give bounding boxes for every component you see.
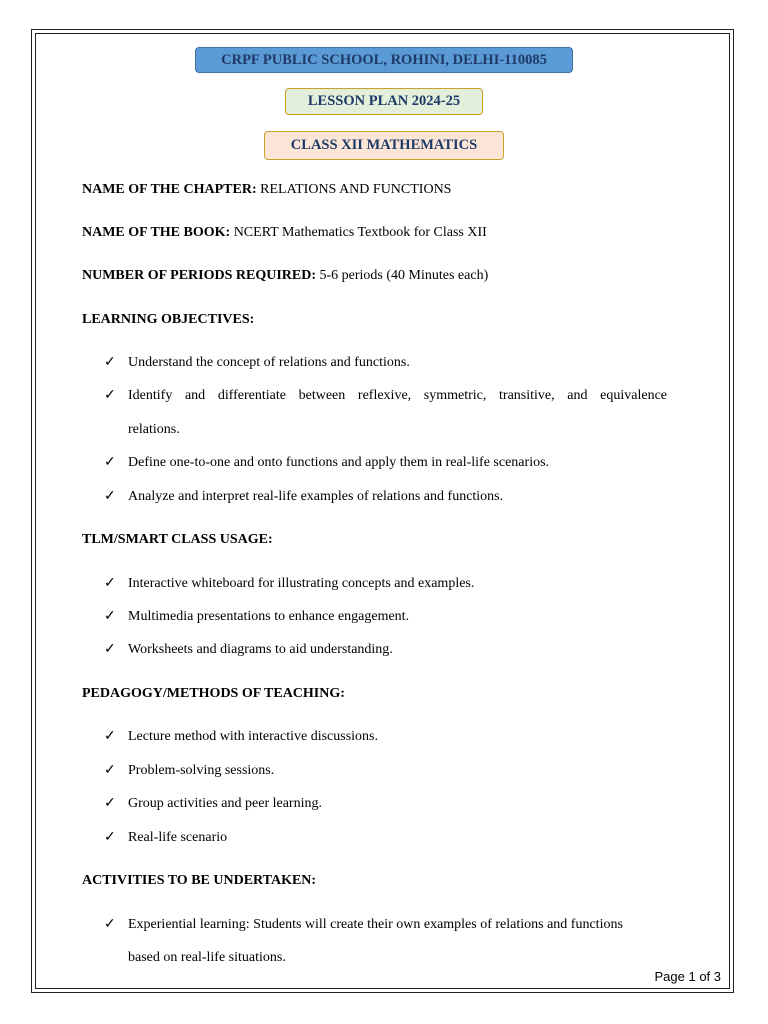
- activity-item: Experiential learning: Students will create their own examples of relations and functions: [128, 917, 623, 932]
- check-icon: ✓: [104, 388, 116, 403]
- check-icon: ✓: [104, 489, 116, 504]
- book-label: NAME OF THE BOOK:: [82, 225, 231, 240]
- chapter-line: [82, 181, 451, 199]
- objective-item: Identify and differentiate between reflexive, symmetric, transitive, and equivalence: [128, 388, 667, 403]
- check-icon: ✓: [104, 609, 116, 624]
- tlm-item: Worksheets and diagrams to aid understanding.: [128, 642, 393, 657]
- check-icon: ✓: [104, 830, 116, 845]
- page-number: Page 1 of 3: [654, 969, 721, 984]
- activities-heading: ACTIVITIES TO BE UNDERTAKEN:: [82, 873, 317, 888]
- check-icon: ✓: [104, 796, 116, 811]
- activity-item-continuation: based on real-life situations.: [128, 950, 286, 965]
- objective-item: Analyze and interpret real-life examples of relations and functions.: [128, 489, 504, 504]
- periods-label: NUMBER OF PERIODS REQUIRED:: [82, 268, 316, 283]
- lesson-plan-banner: LESSON PLAN 2024-25: [285, 88, 483, 115]
- periods-line: [82, 267, 488, 285]
- check-icon: ✓: [104, 455, 116, 470]
- check-icon: ✓: [104, 355, 116, 370]
- tlm-item: Interactive whiteboard for illustrating concepts and examples.: [128, 576, 475, 591]
- class-subject-banner: CLASS XII MATHEMATICS: [264, 131, 504, 160]
- pedagogy-heading: PEDAGOGY/METHODS OF TEACHING:: [82, 686, 345, 701]
- objective-item: Define one-to-one and onto functions and apply them in real-life scenarios.: [128, 455, 550, 470]
- objective-item-continuation: relations.: [128, 422, 180, 437]
- objective-item: Understand the concept of relations and functions.: [128, 355, 410, 370]
- check-icon: ✓: [104, 917, 116, 932]
- book-line: [82, 224, 487, 242]
- school-name-banner: CRPF PUBLIC SCHOOL, ROHINI, DELHI-110085: [195, 47, 573, 73]
- pedagogy-item: Problem-solving sessions.: [128, 763, 275, 778]
- book-value: NCERT Mathematics Textbook for Class XII: [233, 225, 487, 240]
- check-icon: ✓: [104, 763, 116, 778]
- check-icon: ✓: [104, 642, 116, 657]
- chapter-value: RELATIONS AND FUNCTIONS: [260, 182, 452, 197]
- learning-objectives-heading: LEARNING OBJECTIVES:: [82, 312, 255, 327]
- tlm-item: Multimedia presentations to enhance engagement.: [128, 609, 410, 624]
- check-icon: ✓: [104, 576, 116, 591]
- pedagogy-item: Lecture method with interactive discussions.: [128, 729, 378, 744]
- pedagogy-item: Real-life scenario: [128, 830, 228, 845]
- pedagogy-item: Group activities and peer learning.: [128, 796, 322, 811]
- tlm-heading: TLM/SMART CLASS USAGE:: [82, 532, 273, 547]
- periods-value: 5-6 periods (40 Minutes each): [319, 268, 489, 283]
- check-icon: ✓: [104, 729, 116, 744]
- chapter-label: NAME OF THE CHAPTER:: [82, 182, 257, 197]
